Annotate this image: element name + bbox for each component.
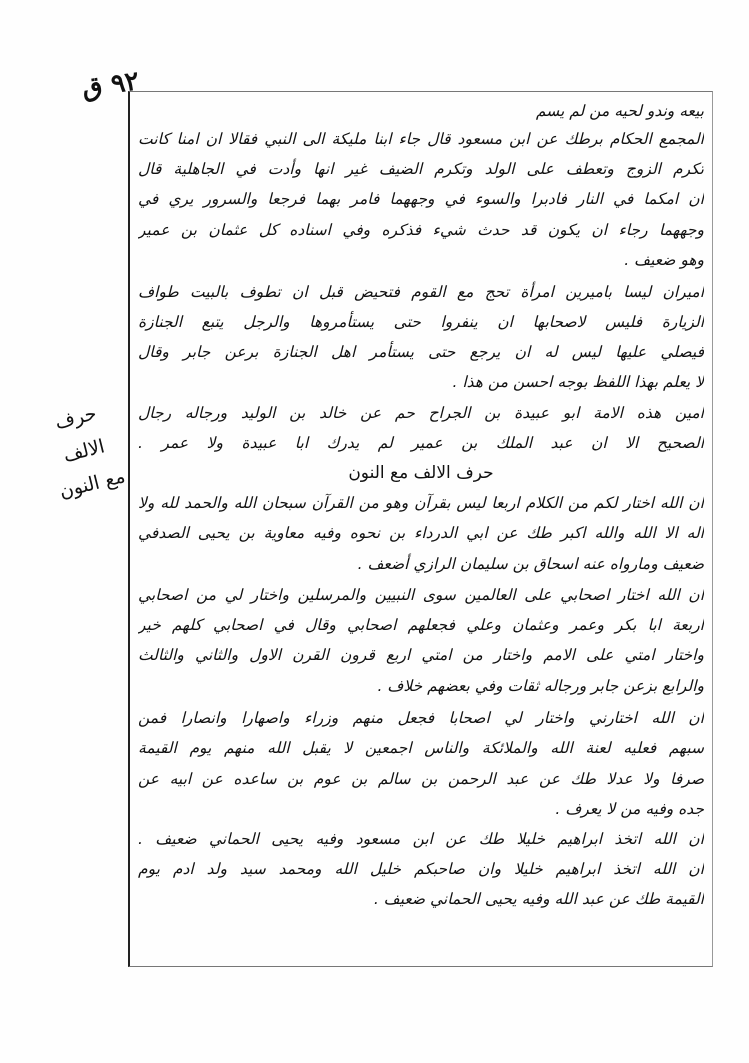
text-line: لا يعلم بهذا اللفظ بوجه احسن من هذا .	[452, 373, 704, 391]
text-line: تكرم الزوج وتعطف على الولد وتكرم الضيف غير انها وأدت في الجاهلية قال	[138, 160, 704, 178]
text-line: اله الا الله والله اكبر طك عن ابي الدرداء بن نحوه وفيه معاوية بن يحيى الصدفي	[138, 524, 704, 542]
text-line: صرفا ولا عدلا طك عن عبد الرحمن بن سالم بن عوم بن ساعده عن ابيه عن	[138, 770, 704, 788]
text-line: امين هذه الامة ابو عبيدة بن الجراح حم عن خالد بن الوليد ورجاله رجال	[138, 404, 704, 422]
folio-number: ٩٢ ق	[80, 66, 141, 104]
text-line: اربعة ابا بكر وعمر وعثمان وعلي فجعلهم اصحابي وقال في اصحابي كلهم خير	[138, 616, 704, 634]
text-line: بيعه وندو لحيه من لم يسم	[535, 102, 704, 120]
text-line: فيصلي عليها ليس له ان يرجع حتى يستأمر اهل الجنازة برعن جابر وقال	[138, 343, 704, 361]
text-line: والرابع بزعن جابر ورجاله ثقات وفي بعضهم خلاف .	[377, 677, 704, 695]
text-line: ان الله اختارني واختار لي اصحابا فجعل منهم وزراء واصهارا وانصارا فمن	[138, 709, 704, 727]
text-line: ان الله اتخذ ابراهيم خليلا طك عن ابن مسعود وفيه يحيى الحماني ضعيف .	[138, 830, 704, 848]
margin-note-line: مع النون	[57, 465, 128, 503]
text-line: ان امكما في النار فادبرا والسوء في وجههما فامر بهما فرجعا والسرور يري في	[138, 190, 704, 208]
text-line: المجمع الحكام برطك عن ابن مسعود قال جاء ابنا مليكة الى النبي فقالا ان امنا كانت	[138, 130, 704, 148]
text-line: ان الله اختار اصحابي على العالمين سوى النبيين والمرسلين واختار لي من اصحابي	[138, 586, 704, 604]
text-line: ان الله اختار لكم من الكلام اربعا ليس بقرآن وهو من القرآن سبحان الله والحمد لله ولا	[138, 494, 704, 512]
margin-note	[29, 391, 139, 511]
section-heading: حرف الالف مع النون	[348, 463, 494, 483]
text-line: ضعيف ومارواه عنه اسحاق بن سليمان الرازي أضعف .	[357, 555, 704, 573]
text-line: سبهم فعليه لعنة الله والملائكة والناس اجمعين لا يقبل الله منهم يوم القيمة	[138, 739, 704, 757]
text-line: وجههما رجاء ان يكون قد حدث شيء فذكره وفي اسناده كل عثمان بن عمير	[138, 221, 704, 239]
margin-note-line: حرف الالف	[52, 402, 107, 467]
text-line: وهو ضعيف .	[624, 251, 704, 269]
text-line: جده وفيه من لا يعرف .	[555, 800, 704, 818]
text-line: اميران ليسا باميرين امرأة تحج مع القوم فتحيض قبل ان تطوف بالبيت طواف	[138, 283, 704, 301]
text-line: القيمة طك عن عبد الله وفيه يحيى الحماني ضعيف .	[373, 890, 704, 908]
text-line: واختار امتي على الامم واختار من امتي اربع قرون القرن الاول والثاني والثالث	[138, 646, 704, 664]
text-line: الصحيح الا ان عبد الملك بن عمير لم يدرك ابا عبيدة ولا عمر .	[138, 434, 704, 452]
text-line: ان الله اتخذ ابراهيم خليلا وان صاحبكم خليل الله ومحمد سيد ولد ادم يوم	[138, 860, 704, 878]
text-line: الزيارة فليس لاصحابها ان ينفروا حتى يستأمروها والرجل يتبع الجنازة	[138, 313, 704, 331]
